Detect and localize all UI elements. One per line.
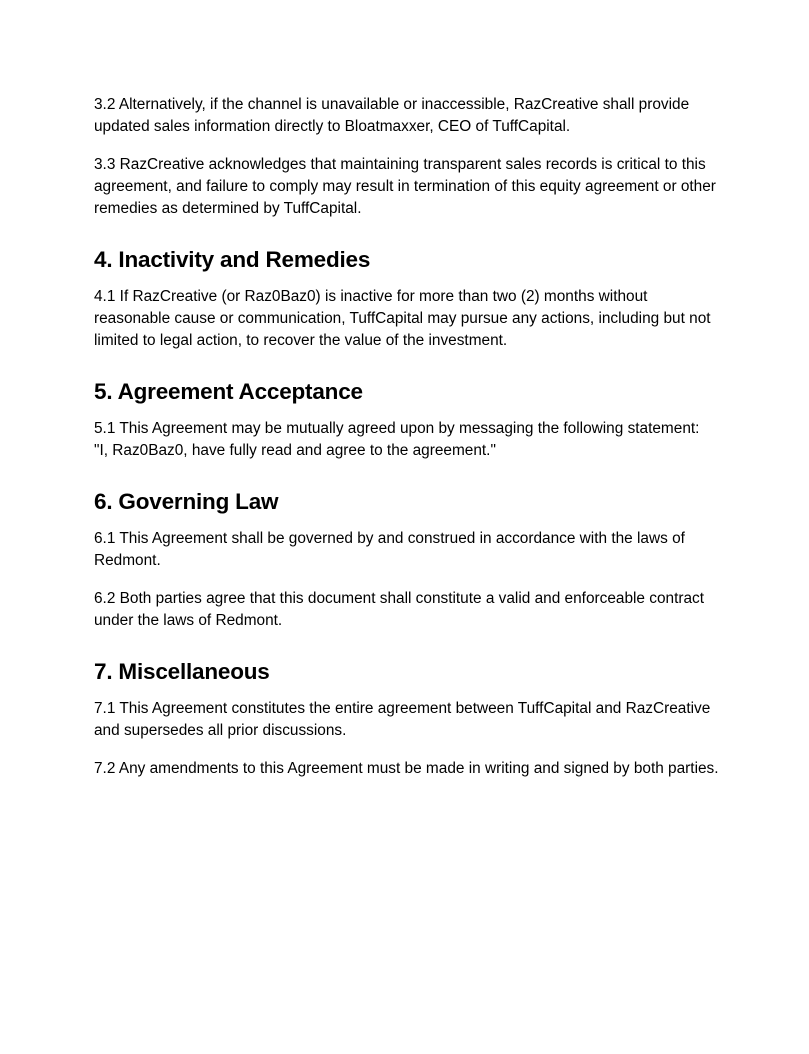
clause-7-1: 7.1 This Agreement constitutes the entire agreement between TuffCapital and RazCreative and supersedes all prior discussions. xyxy=(94,700,711,739)
section-heading-6: 6. Governing Law xyxy=(94,489,279,514)
clause-6-1: 6.1 This Agreement shall be governed by and construed in accordance with the laws of Redmont. xyxy=(94,530,685,569)
acceptance-statement: "I, Raz0Baz0, have fully read and agree to the agreement." xyxy=(94,442,496,459)
section-heading-4: 4. Inactivity and Remedies xyxy=(94,247,371,272)
clause-6-2: 6.2 Both parties agree that this document shall constitute a valid and enforceable contract under the laws of Redmont. xyxy=(94,590,705,629)
clause-3-2: 3.2 Alternatively, if the channel is unavailable or inaccessible, RazCreative shall provide updated sales information directly to Bloatmaxxer, CEO of TuffCapital. xyxy=(94,96,690,135)
clause-3-3: 3.3 RazCreative acknowledges that maintaining transparent sales records is critical to this agreement, and failure to comply may result in termination of this equity agreement or other remedies as determined by TuffCapital. xyxy=(94,156,716,217)
clause-5-1-text: 5.1 This Agreement may be mutually agreed upon by messaging the following statement: xyxy=(94,420,700,437)
document-page xyxy=(94,94,726,780)
clause-7-2: 7.2 Any amendments to this Agreement must be made in writing and signed by both parties. xyxy=(94,760,719,777)
clause-5-1 xyxy=(94,418,726,462)
section-heading-7: 7. Miscellaneous xyxy=(94,659,270,684)
section-heading-5: 5. Agreement Acceptance xyxy=(94,379,363,404)
clause-4-1: 4.1 If RazCreative (or Raz0Baz0) is inactive for more than two (2) months without reasonable cause or communication, TuffCapital may pursue any actions, including but not limited to legal action, to recover the value of the investment. xyxy=(94,288,711,349)
